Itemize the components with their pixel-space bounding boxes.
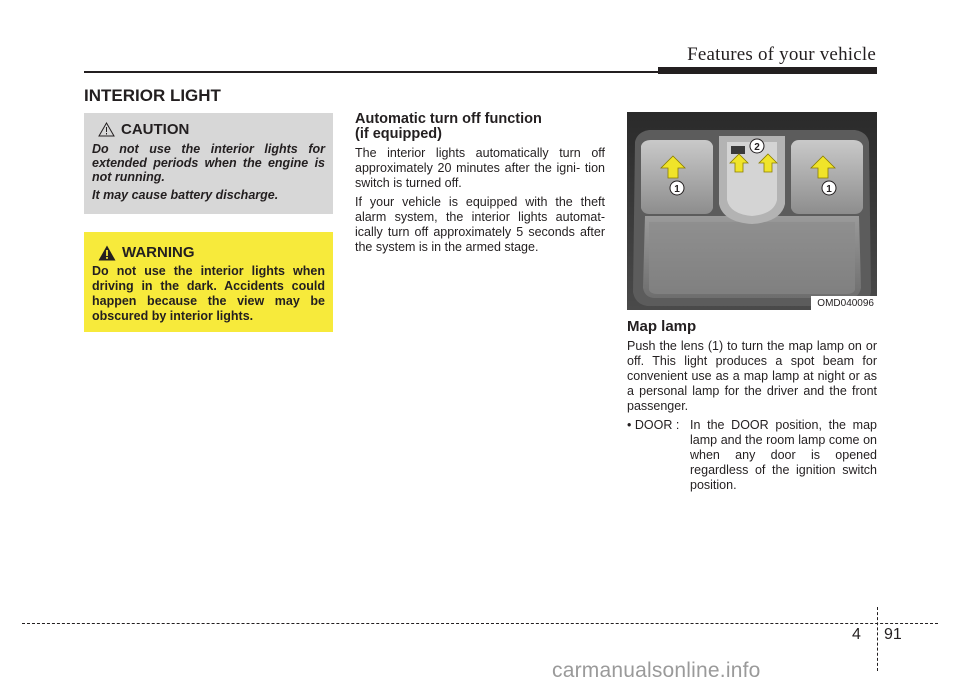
warning-text: Do not use the interior lights when driving in the dark. Accidents could happen because the view may be obscured by interior lights. [92,264,325,323]
header-rule [84,71,714,73]
footer-divider [877,607,878,671]
auto-off-title-line1: Automatic turn off function [355,111,542,127]
section-title: INTERIOR LIGHT [84,86,221,105]
door-bullet-label: • DOOR : [627,418,680,432]
caution-triangle-icon [98,122,115,137]
caution-text-1: Do not use the interior lights for extended periods when the engine is not running. [92,142,325,184]
warning-heading: WARNING [122,244,195,261]
caution-box [84,113,333,214]
auto-off-title-line2: (if equipped) [355,126,442,142]
footer-rule [22,623,938,624]
map-lamp-illustration [627,112,877,310]
callout-1-right: 1 [826,184,832,195]
warning-box [84,232,333,332]
map-lamp-paragraph: Push the lens (1) to turn the map lamp on or off. This light produces a spot beam for convenient use as a map lamp at night or as a personal lamp for the driver and the front passenger. [627,339,877,413]
door-bullet-text: In the DOOR position, the map lamp and the room lamp come on when any door is opened regardless of the ignition switch position. [690,418,877,492]
callout-2: 2 [754,142,760,153]
caution-heading-row [98,121,325,138]
warning-heading-row [98,244,325,261]
header-rule-bar [658,67,877,74]
caution-text-2: It may cause battery discharge. [92,188,279,202]
page-number: 91 [884,626,902,643]
caution-heading: CAUTION [121,121,190,138]
auto-off-paragraph-1: The interior lights automatically turn off approximately 20 minutes after the igni- tion switch is turned off. [355,146,605,190]
running-header: Features of your vehicle [687,44,876,65]
auto-off-section [355,112,605,255]
watermark: carmanualsonline.info [552,659,761,682]
door-bullet [627,418,877,493]
figure-code: OMD040096 [811,296,877,310]
map-lamp-title: Map lamp [627,318,697,335]
chapter-number: 4 [852,626,861,643]
map-lamp-figure [627,112,877,310]
auto-off-paragraph-2: If your vehicle is equipped with the theft alarm system, the interior lights automat- ically turn off approximately 5 seconds after the system is in the armed stage. [355,195,605,254]
callout-1-left: 1 [674,184,680,195]
warning-triangle-icon [98,245,116,261]
map-lamp-section [627,318,877,493]
